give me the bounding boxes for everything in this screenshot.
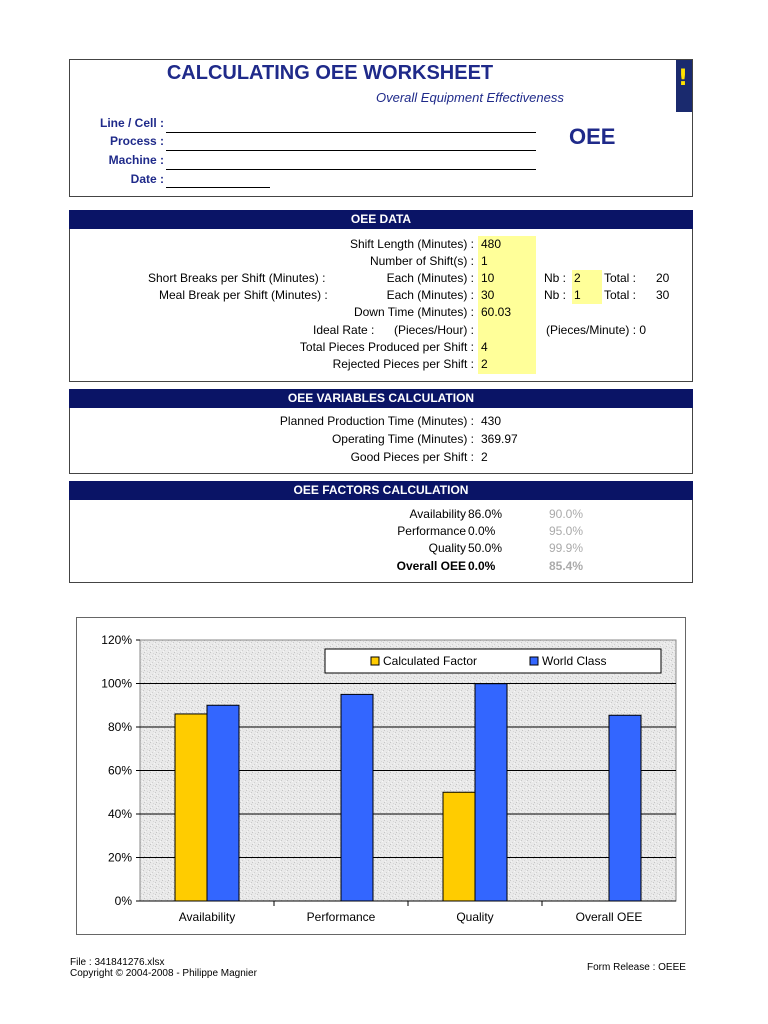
planned-time-label: Planned Production Time (Minutes) : bbox=[279, 414, 474, 428]
machine-label: Machine : bbox=[108, 153, 164, 167]
operating-time-label: Operating Time (Minutes) : bbox=[331, 432, 474, 446]
page-subtitle: Overall Equipment Effectiveness bbox=[376, 90, 564, 105]
bar-performance-world-class bbox=[341, 694, 373, 901]
meal-nb-input[interactable]: 1 bbox=[574, 288, 581, 302]
short-nb-label: Nb : bbox=[544, 271, 567, 285]
copyright: Copyright © 2004-2008 - Philippe Magnier bbox=[70, 968, 257, 979]
short-total-label: Total : bbox=[604, 271, 637, 285]
process-field[interactable] bbox=[166, 150, 536, 151]
legend-swatch bbox=[530, 657, 538, 665]
logo-icon bbox=[676, 60, 692, 112]
quality-world-class: 99.9% bbox=[549, 541, 584, 555]
bar-availability-calculated-factor bbox=[175, 714, 207, 901]
ideal-rate-input[interactable] bbox=[481, 322, 531, 337]
page-title: CALCULATING OEE WORKSHEET bbox=[166, 62, 494, 84]
date-field[interactable] bbox=[166, 187, 270, 188]
planned-time-value: 430 bbox=[481, 414, 502, 428]
short-nb-input[interactable]: 2 bbox=[574, 271, 581, 285]
y-tick-label: 100% bbox=[101, 676, 132, 691]
availability-value: 86.0% bbox=[468, 507, 503, 521]
y-tick-label: 0% bbox=[114, 894, 132, 908]
oee-data-panel bbox=[69, 229, 693, 382]
bar-overall-oee-world-class bbox=[609, 715, 641, 901]
pieces-minute-label: (Pieces/Minute) : 0 bbox=[546, 323, 647, 337]
operating-time-value: 369.97 bbox=[481, 432, 518, 446]
y-tick-label: 20% bbox=[107, 850, 132, 865]
oee-chart bbox=[76, 617, 686, 935]
overall-oee-label: Overall OEE bbox=[396, 559, 466, 573]
y-tick-label: 120% bbox=[101, 633, 132, 647]
rejected-label: Rejected Pieces per Shift : bbox=[332, 357, 474, 371]
availability-label: Availability bbox=[409, 507, 466, 521]
x-category-label: Overall OEE bbox=[575, 910, 643, 924]
y-tick-label: 60% bbox=[107, 763, 132, 778]
line-cell-field[interactable] bbox=[166, 132, 536, 133]
pieces-hour-label: (Pieces/Hour) : bbox=[393, 323, 474, 337]
overall-oee-value: 0.0% bbox=[468, 559, 496, 573]
meal-total-label: Total : bbox=[604, 288, 637, 302]
down-time-input[interactable]: 60.03 bbox=[481, 305, 512, 319]
form-release: Form Release : OEEE bbox=[587, 962, 686, 973]
good-pieces-value: 2 bbox=[481, 450, 488, 464]
overall-oee-world-class: 85.4% bbox=[549, 559, 584, 573]
x-category-label: Performance bbox=[306, 910, 376, 924]
short-breaks-label: Short Breaks per Shift (Minutes) : bbox=[148, 271, 326, 285]
legend-label: Calculated Factor bbox=[383, 654, 478, 668]
shift-length-input[interactable]: 480 bbox=[481, 237, 502, 251]
oee-variables-header: OEE VARIABLES CALCULATION bbox=[69, 389, 693, 408]
bar-availability-world-class bbox=[207, 705, 239, 901]
y-tick-label: 80% bbox=[107, 720, 132, 734]
oee-factors-panel bbox=[69, 500, 693, 583]
good-pieces-label: Good Pieces per Shift : bbox=[350, 450, 474, 464]
oee-heading: OEE bbox=[569, 124, 616, 149]
legend-label: World Class bbox=[542, 654, 607, 668]
line-cell-label: Line / Cell : bbox=[99, 116, 164, 130]
meal-break-label: Meal Break per Shift (Minutes) : bbox=[159, 288, 328, 302]
total-pieces-input[interactable]: 4 bbox=[481, 340, 488, 354]
num-shifts-label: Number of Shift(s) : bbox=[369, 254, 474, 268]
machine-field[interactable] bbox=[166, 169, 536, 170]
meal-nb-label: Nb : bbox=[544, 288, 567, 302]
x-category-label: Availability bbox=[178, 910, 236, 924]
ideal-rate-label: Ideal Rate : bbox=[313, 323, 375, 337]
file-name: File : 341841276.xlsx bbox=[70, 957, 165, 968]
rejected-input[interactable]: 2 bbox=[481, 357, 488, 371]
availability-world-class: 90.0% bbox=[549, 507, 584, 521]
oee-data-header: OEE DATA bbox=[69, 210, 693, 229]
process-label: Process : bbox=[109, 134, 164, 148]
total-pieces-label: Total Pieces Produced per Shift : bbox=[299, 340, 474, 354]
oee-factors-header: OEE FACTORS CALCULATION bbox=[69, 481, 693, 500]
logo-glyph: ! bbox=[678, 66, 689, 91]
meal-each-input[interactable]: 30 bbox=[481, 288, 495, 302]
down-time-label: Down Time (Minutes) : bbox=[353, 305, 474, 319]
quality-label: Quality bbox=[428, 541, 466, 555]
short-each-input[interactable]: 10 bbox=[481, 271, 495, 285]
date-label: Date : bbox=[130, 172, 164, 186]
oee-chart-svg bbox=[77, 618, 685, 934]
performance-world-class: 95.0% bbox=[549, 524, 584, 538]
meal-each-label: Each (Minutes) : bbox=[386, 288, 474, 302]
legend-swatch bbox=[371, 657, 379, 665]
shift-length-label: Shift Length (Minutes) : bbox=[349, 237, 474, 251]
x-category-label: Quality bbox=[456, 910, 494, 924]
performance-label: Performance bbox=[397, 524, 466, 538]
short-total-value: 20 bbox=[656, 271, 670, 285]
num-shifts-input[interactable]: 1 bbox=[481, 254, 488, 268]
bar-quality-world-class bbox=[475, 684, 507, 901]
bar-quality-calculated-factor bbox=[443, 792, 475, 901]
oee-variables-panel bbox=[69, 408, 693, 474]
header-panel bbox=[69, 59, 693, 197]
meal-total-value: 30 bbox=[656, 288, 670, 302]
y-tick-label: 40% bbox=[107, 807, 132, 821]
quality-value: 50.0% bbox=[468, 541, 503, 555]
short-each-label: Each (Minutes) : bbox=[386, 271, 474, 285]
performance-value: 0.0% bbox=[468, 524, 496, 538]
